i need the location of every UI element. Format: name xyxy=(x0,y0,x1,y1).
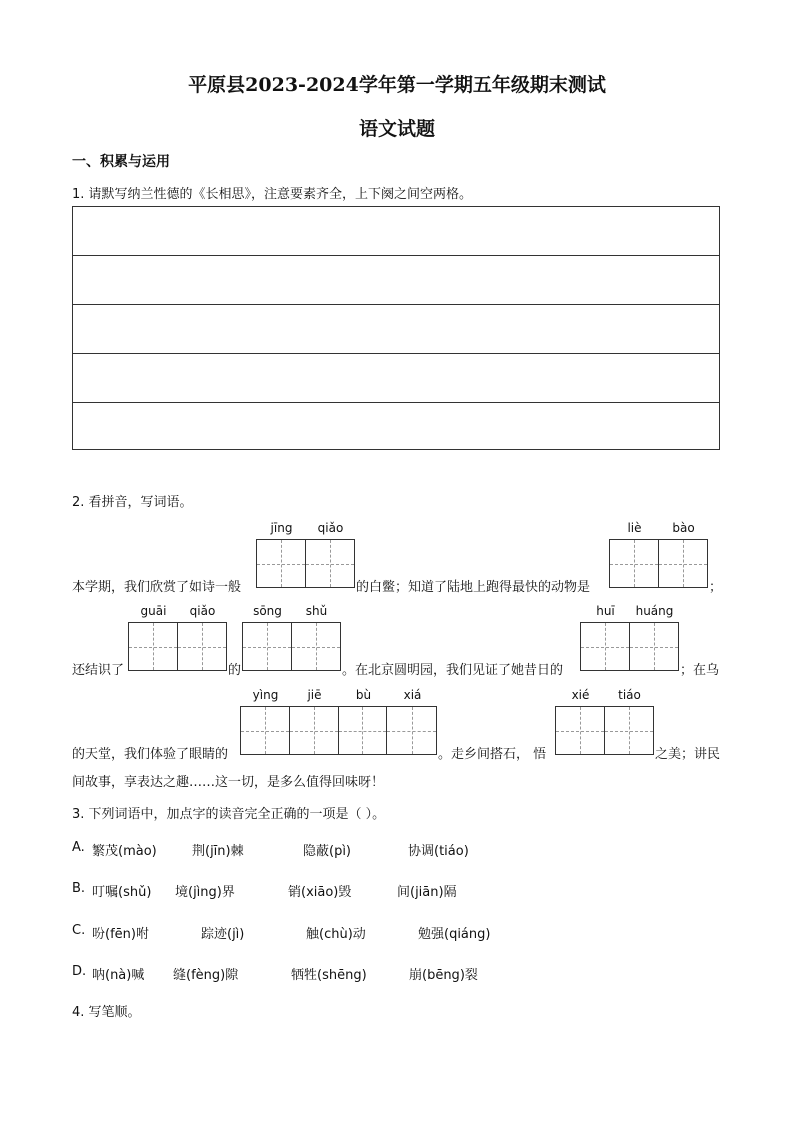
answer-line[interactable] xyxy=(73,256,719,305)
sentence-part: 间故事，享表达之趣……这一切，是多么值得回味呀！ xyxy=(72,775,385,790)
pinyin-label: sōng xyxy=(253,604,282,618)
option-item: 荆(jīn)棘 xyxy=(192,844,244,859)
option-label-c[interactable]: C. xyxy=(72,923,86,938)
sentence-part: ；在乌 xyxy=(680,663,720,678)
pinyin-label: huáng xyxy=(635,604,674,618)
pinyin-label: qiǎo xyxy=(189,604,216,618)
pinyin-label: huī xyxy=(596,604,615,618)
answer-lines-box[interactable] xyxy=(72,206,720,450)
pinyin-label: yìng xyxy=(252,688,279,702)
tianzige-cell[interactable] xyxy=(290,707,339,754)
question-4-prompt: 4. 写笔顺。 xyxy=(72,1005,141,1020)
option-item: 缝(fèng)隙 xyxy=(173,968,239,983)
sentence-part: 还结识了 xyxy=(72,663,125,678)
tianzige-cell[interactable] xyxy=(241,707,290,754)
option-label-a[interactable]: A. xyxy=(72,840,85,855)
tianzige-cell[interactable] xyxy=(129,623,178,670)
sentence-part: 。在北京圆明园，我们见证了她昔日的 xyxy=(342,663,564,678)
option-item: 销(xiāo)毁 xyxy=(288,885,352,900)
tianzige-cell[interactable] xyxy=(581,623,630,670)
option-item: 踪迹(jì) xyxy=(201,927,245,942)
sentence-part: 之美；讲民 xyxy=(655,747,721,762)
tianzige-guaiqiao[interactable] xyxy=(128,622,227,671)
tianzige-jingqiao[interactable] xyxy=(256,539,355,588)
tianzige-cell[interactable] xyxy=(610,540,659,587)
pinyin-label: tiáo xyxy=(618,688,641,702)
sentence-part: 本学期，我们欣赏了如诗一般 xyxy=(72,580,242,595)
tianzige-liebao[interactable] xyxy=(609,539,708,588)
tianzige-xietiao[interactable] xyxy=(555,706,654,755)
tianzige-cell[interactable] xyxy=(605,707,654,754)
option-item: 触(chù)动 xyxy=(306,927,366,942)
option-label-d[interactable]: D. xyxy=(72,964,87,979)
option-item: 吩(fēn)咐 xyxy=(92,927,149,942)
tianzige-cell[interactable] xyxy=(339,707,388,754)
pinyin-label: guāi xyxy=(140,604,167,618)
tianzige-cell[interactable] xyxy=(243,623,292,670)
question-2-prompt: 2. 看拼音，写词语。 xyxy=(72,495,193,510)
question-3-prompt: 3. 下列词语中，加点字的读音完全正确的一项是（ ）。 xyxy=(72,807,386,822)
section-heading: 一、积累与运用 xyxy=(72,154,170,170)
pinyin-label: jiē xyxy=(307,688,322,702)
tianzige-cell[interactable] xyxy=(630,623,679,670)
tianzige-cell[interactable] xyxy=(178,623,227,670)
option-item: 勉强(qiáng) xyxy=(418,927,491,942)
page-title: 平原县2023-2024学年第一学期五年级期末测试 xyxy=(188,74,606,96)
pinyin-label: bào xyxy=(672,521,695,535)
pinyin-label: shǔ xyxy=(305,604,328,618)
option-item: 牺牲(shēng) xyxy=(291,968,367,983)
sentence-part: ； xyxy=(709,580,723,595)
sentence-part: 。走乡间搭石， 悟 xyxy=(438,747,547,762)
answer-line[interactable] xyxy=(73,207,719,256)
tianzige-cell[interactable] xyxy=(556,707,605,754)
option-label-b[interactable]: B. xyxy=(72,881,86,896)
option-item: 隐蔽(pì) xyxy=(303,844,352,859)
sentence-part: 的白鳖；知道了陆地上跑得最快的动物是 xyxy=(356,580,591,595)
question-1-prompt: 1. 请默写纳兰性德的《长相思》，注意要素齐全，上下阕之间空两格。 xyxy=(72,187,473,202)
pinyin-label: qiǎo xyxy=(317,521,344,535)
answer-line[interactable] xyxy=(73,305,719,354)
tianzige-yingjiebuxia[interactable] xyxy=(240,706,437,755)
sentence-part: 的 xyxy=(228,663,242,678)
option-item: 崩(bēng)裂 xyxy=(409,968,478,983)
tianzige-cell[interactable] xyxy=(387,707,436,754)
option-item: 呐(nà)喊 xyxy=(92,968,145,983)
tianzige-cell[interactable] xyxy=(257,540,306,587)
answer-line[interactable] xyxy=(73,354,719,403)
pinyin-label: xiá xyxy=(403,688,422,702)
tianzige-cell[interactable] xyxy=(659,540,708,587)
pinyin-label: liè xyxy=(627,521,642,535)
option-item: 间(jiān)隔 xyxy=(397,885,457,900)
tianzige-cell[interactable] xyxy=(292,623,341,670)
option-item: 叮嘱(shǔ) xyxy=(92,885,152,900)
page-subtitle: 语文试题 xyxy=(358,118,435,140)
sentence-part: 的天堂，我们体验了眼睛的 xyxy=(72,747,229,762)
option-item: 繁茂(mào) xyxy=(92,844,157,859)
option-item: 协调(tiáo) xyxy=(408,844,469,859)
pinyin-label: jīng xyxy=(270,521,293,535)
tianzige-cell[interactable] xyxy=(306,540,355,587)
pinyin-label: bù xyxy=(355,688,372,702)
option-item: 境(jìng)界 xyxy=(175,885,235,900)
tianzige-huihuang[interactable] xyxy=(580,622,679,671)
answer-line[interactable] xyxy=(73,403,719,449)
pinyin-label: xié xyxy=(571,688,590,702)
tianzige-songshu[interactable] xyxy=(242,622,341,671)
